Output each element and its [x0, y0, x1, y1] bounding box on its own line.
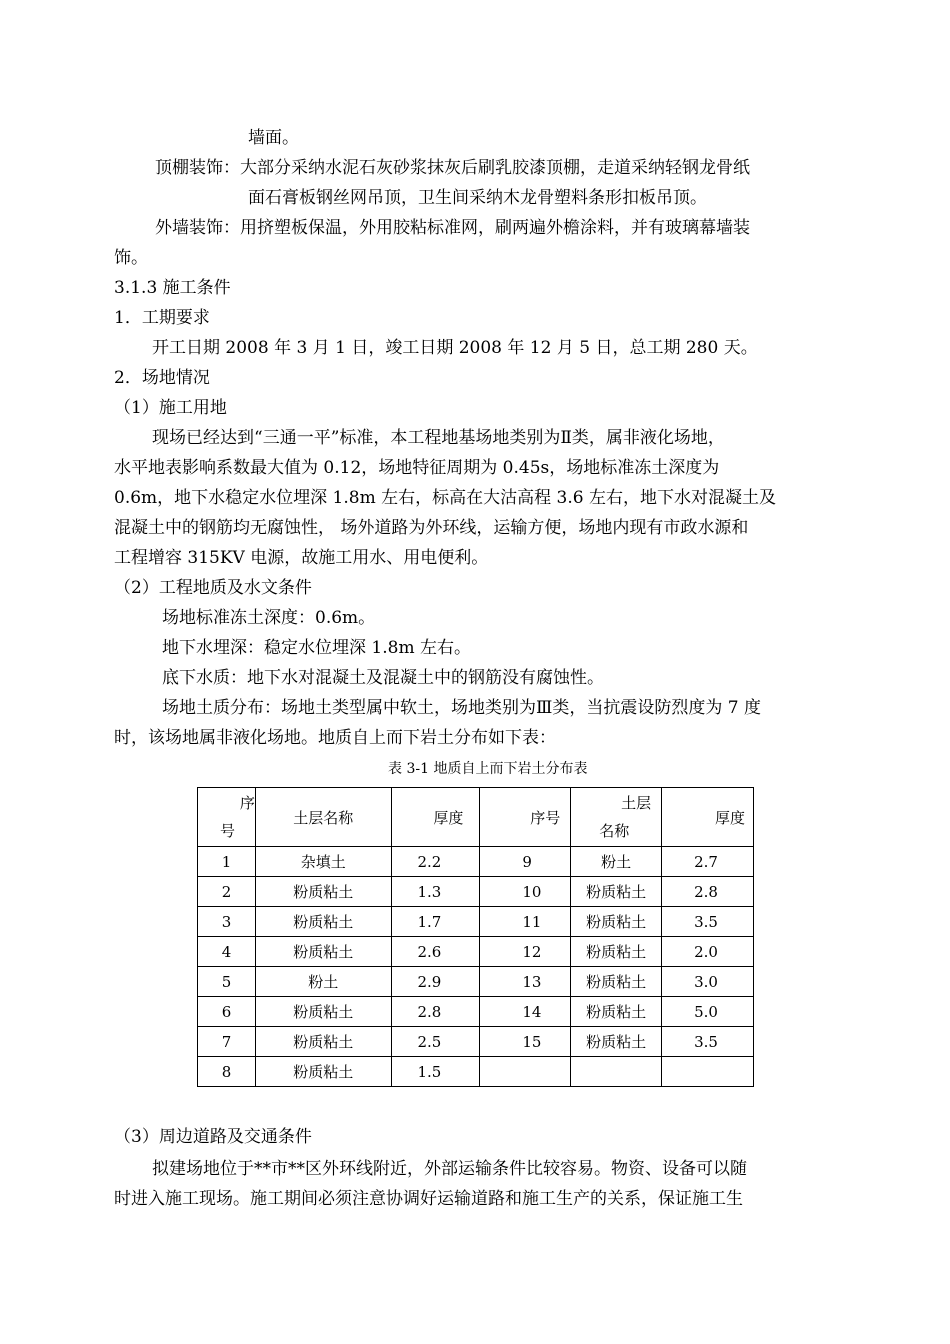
cell-layer-name: 粉质粘土 — [255, 937, 391, 967]
text-line: 场地标准冻土深度：0.6m。 — [162, 608, 376, 628]
text-line: 面石膏板钢丝网吊顶，卫生间采纳木龙骨塑料条形扣板吊顶。 — [248, 188, 707, 208]
cell-seq-2: 10 — [480, 877, 571, 907]
cell-layer-name-2: 粉质粘土 — [571, 1027, 662, 1057]
text-line: 外墙装饰：用挤塑板保温，外用胶粘标准网，刷两遍外檐涂料，并有玻璃幕墙装 — [155, 218, 750, 238]
cell-thickness: 2.5 — [391, 1027, 480, 1057]
cell-seq-2: 15 — [480, 1027, 571, 1057]
table-row — [198, 997, 754, 1027]
cell-thickness-2: 3.5 — [662, 907, 754, 937]
header-seq: 序 号 — [198, 788, 256, 847]
cell-thickness-2 — [662, 1057, 754, 1087]
text-line: 场地土质分布：场地土类型属中软土，场地类别为Ⅲ类，当抗震设防烈度为 7 度 — [162, 698, 762, 718]
cell-layer-name-2: 粉质粘土 — [571, 877, 662, 907]
text-line: 混凝土中的钢筋均无腐蚀性， 场外道路为外环线，运输方便，场地内现有市政水源和 — [114, 518, 749, 538]
header-layer-name: 土层名称 — [255, 788, 391, 847]
header-thickness-2: 厚度 — [662, 788, 754, 847]
table-row — [198, 847, 754, 877]
cell-seq: 4 — [198, 937, 256, 967]
cell-layer-name-2 — [571, 1057, 662, 1087]
cell-thickness: 1.3 — [391, 877, 480, 907]
cell-thickness-2: 5.0 — [662, 997, 754, 1027]
header-seq-2: 序号 — [480, 788, 571, 847]
cell-thickness: 1.5 — [391, 1057, 480, 1087]
text-line: 水平地表影响系数最大值为 0.12，场地特征周期为 0.45s，场地标准冻土深度为 — [114, 458, 720, 478]
cell-thickness-2: 3.5 — [662, 1027, 754, 1057]
cell-seq-2: 11 — [480, 907, 571, 937]
section-heading: 3.1.3 施工条件 — [114, 278, 231, 298]
cell-thickness-2: 2.0 — [662, 937, 754, 967]
cell-thickness: 2.8 — [391, 997, 480, 1027]
cell-layer-name: 粉质粘土 — [255, 877, 391, 907]
table-row — [198, 1027, 754, 1057]
text-line: 0.6m，地下水稳定水位埋深 1.8m 左右，标高在大沽高程 3.6 左右，地下水对混凝土及 — [114, 488, 776, 508]
cell-layer-name: 杂填土 — [255, 847, 391, 877]
table-caption: 表 3-1 地质自上而下岩土分布表 — [388, 761, 588, 777]
table-row — [198, 967, 754, 997]
cell-seq: 8 — [198, 1057, 256, 1087]
subsection-heading: 2．场地情况 — [114, 368, 210, 388]
cell-layer-name-2: 粉质粘土 — [571, 937, 662, 967]
table-row — [198, 877, 754, 907]
item-heading: （2）工程地质及水文条件 — [114, 578, 312, 598]
cell-seq: 3 — [198, 907, 256, 937]
cell-layer-name: 粉土 — [255, 967, 391, 997]
soil-table — [197, 787, 754, 1087]
text-line: 饰。 — [114, 248, 148, 268]
cell-thickness: 2.2 — [391, 847, 480, 877]
cell-seq-2: 14 — [480, 997, 571, 1027]
text-line: 拟建场地位于**市**区外环线附近，外部运输条件比较容易。物资、设备可以随 — [152, 1159, 747, 1179]
cell-seq: 2 — [198, 877, 256, 907]
text-line: 时进入施工现场。施工期间必须注意协调好运输道路和施工生产的关系，保证施工生 — [114, 1189, 743, 1209]
subsection-heading: 1．工期要求 — [114, 308, 210, 328]
header-layer-name-2: 土层 名称 — [571, 788, 662, 847]
table-header-row — [198, 788, 754, 847]
cell-seq-2: 12 — [480, 937, 571, 967]
cell-layer-name-2: 粉土 — [571, 847, 662, 877]
text-line: 墙面。 — [248, 128, 299, 148]
item-heading: （1）施工用地 — [114, 398, 227, 418]
cell-layer-name: 粉质粘土 — [255, 907, 391, 937]
cell-thickness: 2.6 — [391, 937, 480, 967]
cell-thickness-2: 2.8 — [662, 877, 754, 907]
cell-seq-2 — [480, 1057, 571, 1087]
cell-seq: 7 — [198, 1027, 256, 1057]
cell-layer-name: 粉质粘土 — [255, 1057, 391, 1087]
cell-layer-name-2: 粉质粘土 — [571, 997, 662, 1027]
table-row — [198, 937, 754, 967]
text-line: 地下水埋深：稳定水位埋深 1.8m 左右。 — [162, 638, 471, 658]
text-line: 顶棚装饰：大部分采纳水泥石灰砂浆抹灰后刷乳胶漆顶棚，走道采纳轻钢龙骨纸 — [155, 158, 750, 178]
cell-thickness: 1.7 — [391, 907, 480, 937]
cell-layer-name: 粉质粘土 — [255, 997, 391, 1027]
cell-layer-name: 粉质粘土 — [255, 1027, 391, 1057]
cell-thickness-2: 3.0 — [662, 967, 754, 997]
cell-layer-name-2: 粉质粘土 — [571, 907, 662, 937]
cell-seq-2: 9 — [480, 847, 571, 877]
cell-thickness: 2.9 — [391, 967, 480, 997]
table-row — [198, 1057, 754, 1087]
header-thickness: 厚度 — [391, 788, 480, 847]
table-row — [198, 907, 754, 937]
text-line: 开工日期 2008 年 3 月 1 日，竣工日期 2008 年 12 月 5 日，总工期 280 天。 — [152, 338, 758, 358]
cell-seq: 1 — [198, 847, 256, 877]
cell-seq: 5 — [198, 967, 256, 997]
cell-seq: 6 — [198, 997, 256, 1027]
cell-thickness-2: 2.7 — [662, 847, 754, 877]
text-line: 现场已经达到“三通一平”标准，本工程地基场地类别为Ⅱ类，属非液化场地， — [152, 428, 725, 448]
cell-layer-name-2: 粉质粘土 — [571, 967, 662, 997]
item-heading: （3）周边道路及交通条件 — [114, 1127, 312, 1147]
text-line: 时，该场地属非液化场地。地质自上而下岩土分布如下表： — [114, 728, 556, 748]
text-line: 工程增容 315KV 电源，故施工用水、用电便利。 — [114, 548, 489, 568]
cell-seq-2: 13 — [480, 967, 571, 997]
text-line: 底下水质：地下水对混凝土及混凝土中的钢筋没有腐蚀性。 — [162, 668, 604, 688]
